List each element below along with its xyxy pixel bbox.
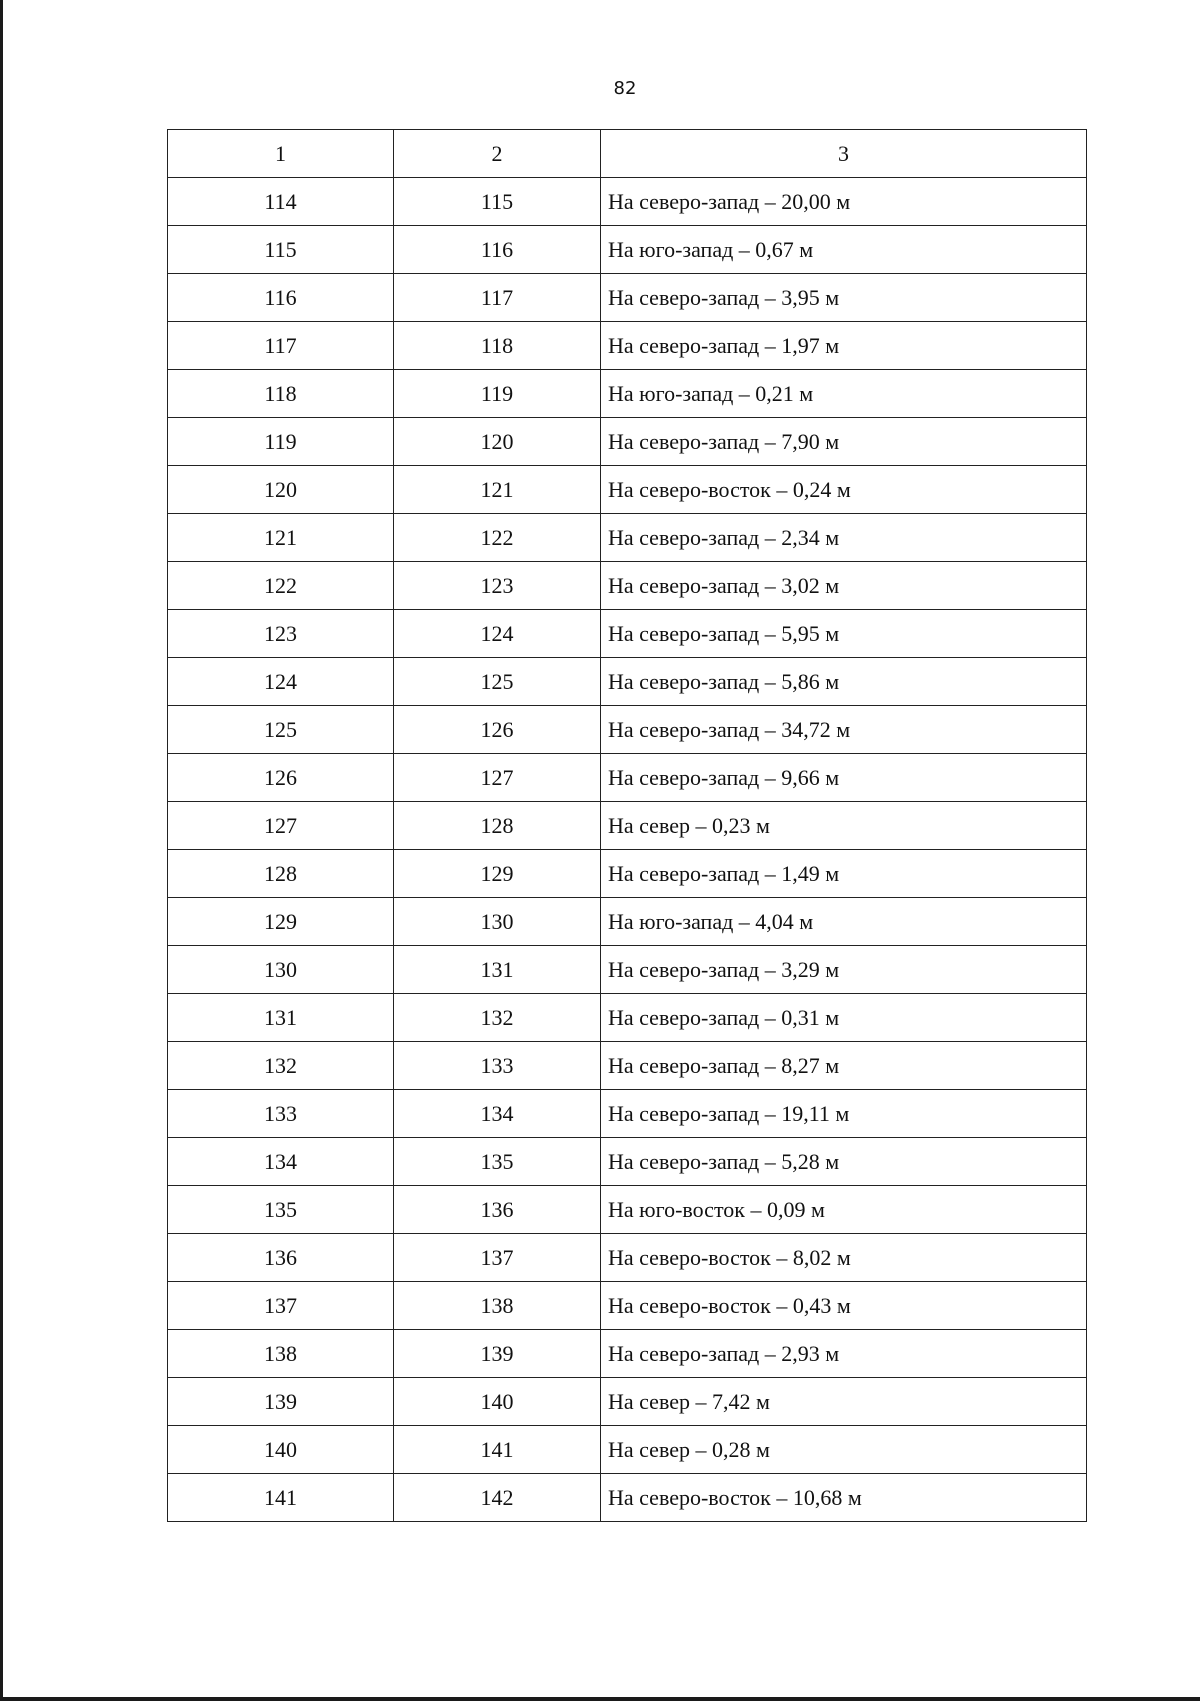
table-row	[168, 514, 1087, 562]
table-row	[168, 1234, 1087, 1282]
table-row	[168, 1378, 1087, 1426]
cell-to-point: 128	[394, 802, 601, 850]
table-row	[168, 1186, 1087, 1234]
cell-to-point: 118	[394, 322, 601, 370]
cell-direction-distance: На юго-запад – 0,21 м	[601, 370, 1087, 418]
table-row	[168, 1474, 1087, 1522]
cell-from-point: 120	[168, 466, 394, 514]
cell-direction-distance: На северо-запад – 9,66 м	[601, 754, 1087, 802]
cell-to-point: 131	[394, 946, 601, 994]
cell-from-point: 130	[168, 946, 394, 994]
cell-from-point: 124	[168, 658, 394, 706]
cell-direction-distance: На северо-запад – 2,34 м	[601, 514, 1087, 562]
cell-direction-distance: На северо-запад – 19,11 м	[601, 1090, 1087, 1138]
header-col-1: 1	[168, 130, 394, 178]
cell-direction-distance: На северо-запад – 1,97 м	[601, 322, 1087, 370]
cell-to-point: 127	[394, 754, 601, 802]
table-row	[168, 658, 1087, 706]
cell-direction-distance: На северо-восток – 0,43 м	[601, 1282, 1087, 1330]
cell-direction-distance: На северо-запад – 7,90 м	[601, 418, 1087, 466]
cell-from-point: 140	[168, 1426, 394, 1474]
cell-from-point: 125	[168, 706, 394, 754]
cell-to-point: 124	[394, 610, 601, 658]
cell-direction-distance: На север – 0,23 м	[601, 802, 1087, 850]
cell-to-point: 121	[394, 466, 601, 514]
table-row	[168, 274, 1087, 322]
table-header-row	[168, 130, 1087, 178]
table-row	[168, 370, 1087, 418]
cell-to-point: 141	[394, 1426, 601, 1474]
cell-from-point: 137	[168, 1282, 394, 1330]
page-number: 82	[613, 78, 637, 99]
cell-to-point: 122	[394, 514, 601, 562]
cell-direction-distance: На северо-запад – 3,29 м	[601, 946, 1087, 994]
table-row	[168, 178, 1087, 226]
cell-from-point: 138	[168, 1330, 394, 1378]
cell-direction-distance: На север – 7,42 м	[601, 1378, 1087, 1426]
table-row	[168, 1426, 1087, 1474]
cell-to-point: 115	[394, 178, 601, 226]
table-body	[168, 178, 1087, 1522]
cell-from-point: 132	[168, 1042, 394, 1090]
table-row	[168, 322, 1087, 370]
cell-from-point: 122	[168, 562, 394, 610]
cell-from-point: 136	[168, 1234, 394, 1282]
table-row	[168, 898, 1087, 946]
cell-direction-distance: На северо-восток – 0,24 м	[601, 466, 1087, 514]
cell-to-point: 120	[394, 418, 601, 466]
cell-direction-distance: На северо-запад – 20,00 м	[601, 178, 1087, 226]
cell-to-point: 126	[394, 706, 601, 754]
cell-to-point: 116	[394, 226, 601, 274]
cell-from-point: 116	[168, 274, 394, 322]
table-row	[168, 1330, 1087, 1378]
cell-from-point: 118	[168, 370, 394, 418]
scan-edge-left	[0, 0, 3, 1701]
header-col-3: 3	[601, 130, 1087, 178]
table-row	[168, 1042, 1087, 1090]
cell-from-point: 129	[168, 898, 394, 946]
cell-to-point: 119	[394, 370, 601, 418]
table-row	[168, 1138, 1087, 1186]
cell-direction-distance: На северо-запад – 0,31 м	[601, 994, 1087, 1042]
scan-edge-bottom	[0, 1697, 1200, 1701]
cell-direction-distance: На северо-запад – 34,72 м	[601, 706, 1087, 754]
table-row	[168, 754, 1087, 802]
table-row	[168, 946, 1087, 994]
cell-from-point: 135	[168, 1186, 394, 1234]
cell-to-point: 130	[394, 898, 601, 946]
cell-direction-distance: На северо-запад – 3,02 м	[601, 562, 1087, 610]
cell-to-point: 125	[394, 658, 601, 706]
table-row	[168, 418, 1087, 466]
cell-from-point: 133	[168, 1090, 394, 1138]
cell-direction-distance: На северо-запад – 2,93 м	[601, 1330, 1087, 1378]
cell-from-point: 123	[168, 610, 394, 658]
cell-to-point: 123	[394, 562, 601, 610]
table-row	[168, 466, 1087, 514]
table-row	[168, 1090, 1087, 1138]
cell-to-point: 138	[394, 1282, 601, 1330]
cell-direction-distance: На северо-запад – 5,86 м	[601, 658, 1087, 706]
cell-to-point: 139	[394, 1330, 601, 1378]
boundary-table	[167, 129, 1086, 1522]
cell-direction-distance: На северо-запад – 1,49 м	[601, 850, 1087, 898]
cell-from-point: 128	[168, 850, 394, 898]
cell-direction-distance: На север – 0,28 м	[601, 1426, 1087, 1474]
cell-to-point: 142	[394, 1474, 601, 1522]
table-row	[168, 226, 1087, 274]
cell-from-point: 126	[168, 754, 394, 802]
cell-to-point: 140	[394, 1378, 601, 1426]
cell-to-point: 133	[394, 1042, 601, 1090]
cell-to-point: 137	[394, 1234, 601, 1282]
cell-to-point: 132	[394, 994, 601, 1042]
cell-direction-distance: На северо-восток – 10,68 м	[601, 1474, 1087, 1522]
table-row	[168, 706, 1087, 754]
cell-direction-distance: На северо-запад – 5,28 м	[601, 1138, 1087, 1186]
cell-to-point: 134	[394, 1090, 601, 1138]
cell-to-point: 136	[394, 1186, 601, 1234]
cell-to-point: 129	[394, 850, 601, 898]
table-row	[168, 562, 1087, 610]
cell-from-point: 134	[168, 1138, 394, 1186]
cell-direction-distance: На северо-запад – 5,95 м	[601, 610, 1087, 658]
cell-to-point: 135	[394, 1138, 601, 1186]
cell-from-point: 117	[168, 322, 394, 370]
cell-to-point: 117	[394, 274, 601, 322]
table-row	[168, 1282, 1087, 1330]
boundary-points-table	[167, 129, 1087, 1522]
cell-direction-distance: На юго-запад – 4,04 м	[601, 898, 1087, 946]
cell-from-point: 127	[168, 802, 394, 850]
cell-from-point: 115	[168, 226, 394, 274]
cell-from-point: 121	[168, 514, 394, 562]
table-row	[168, 610, 1087, 658]
table-row	[168, 994, 1087, 1042]
cell-from-point: 131	[168, 994, 394, 1042]
table-row	[168, 802, 1087, 850]
cell-from-point: 114	[168, 178, 394, 226]
cell-from-point: 141	[168, 1474, 394, 1522]
cell-direction-distance: На северо-запад – 8,27 м	[601, 1042, 1087, 1090]
cell-direction-distance: На северо-запад – 3,95 м	[601, 274, 1087, 322]
cell-from-point: 119	[168, 418, 394, 466]
cell-direction-distance: На юго-запад – 0,67 м	[601, 226, 1087, 274]
cell-direction-distance: На северо-восток – 8,02 м	[601, 1234, 1087, 1282]
table-row	[168, 850, 1087, 898]
cell-from-point: 139	[168, 1378, 394, 1426]
cell-direction-distance: На юго-восток – 0,09 м	[601, 1186, 1087, 1234]
header-col-2: 2	[394, 130, 601, 178]
